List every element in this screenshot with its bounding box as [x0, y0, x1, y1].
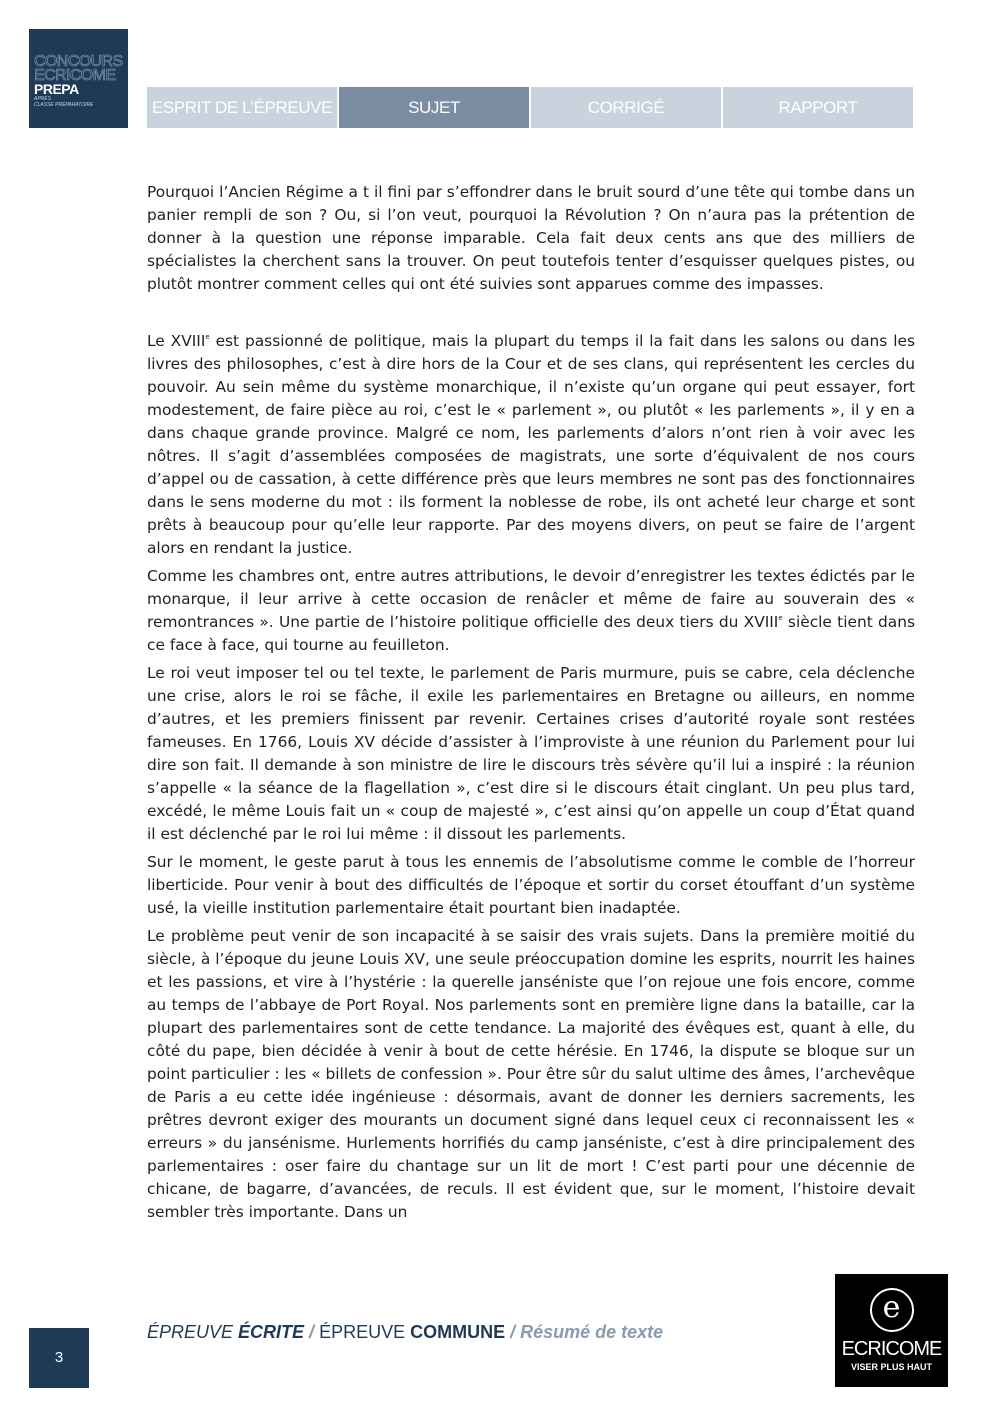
page-number: 3	[29, 1328, 89, 1388]
footer-commune: COMMUNE	[410, 1322, 506, 1342]
document-body	[147, 181, 915, 1229]
tab-sujet[interactable]: SUJET	[339, 87, 529, 128]
century-superscript: e	[205, 333, 210, 341]
logo-line-apres: APRÈS	[34, 96, 51, 102]
footer-separator: /	[304, 1322, 320, 1342]
footer-title	[147, 1322, 663, 1343]
paragraph-2-rest: est passionné de politique, mais la plupart du temps il la fait dans les salons ou dans les livres des philosophes, c’est à dire hors de la Cour et de ses clans, qui représentent les cercles du pouvoir. Au sein même du système monarchique, il n’existe qu’un organe qui peut essayer, fort modestement, de faire pièce au roi, c’est le « parlement », ou plutôt « les parlements », il y en a dans chaque grande province. Malgré ce nom, les parlements d’alors n’ont rien à voir avec les nôtres. Il s’agit d’assemblées composées de magistrats, une sorte d’équivalent de nos cours d’appel ou de cassation, à cette différence près que leurs membres ne sont pas des fonctionnaires dans le sens moderne du mot : ils forment la noblesse de robe, ils ont acheté leur charge et sont prêts à beaucoup pour qu’elle leur rapporte. Par des moyens divers, on peut se faire de l’argent alors en rendant la justice.	[147, 332, 915, 557]
paragraph-2-start: Le XVIII	[147, 332, 206, 350]
brand-name: ECRICOME	[841, 1338, 942, 1360]
brand-tagline: VISER PLUS HAUT	[850, 1362, 932, 1372]
footer-epreuve-2: ÉPREUVE	[319, 1322, 411, 1342]
paragraph-2	[147, 330, 915, 560]
footer-resume: Résumé de texte	[520, 1322, 664, 1342]
footer-ecrite: ÉCRITE	[238, 1322, 305, 1342]
paragraph-4: Le roi veut imposer tel ou tel texte, le parlement de Paris murmure, puis se cabre, cela déclenche une crise, alors le roi se fâche, il exile les parlementaires en Bretagne ou ailleurs, en nomme d’autres, et les premiers finissent par revenir. Certaines crises d’autorité royale sont restées fameuses. En 1766, Louis XV décide d’assister à l’improviste à une réunion du Parlement pour lui dire son fait. Il demande à son ministre de lire le discours très sévère qu’il lui a inspiré : la réunion s’appelle « la séance de la flagellation », c’est dire si le discours était cinglant. Un peu plus tard, excédé, le même Louis fait un « coup de majesté », c’est ainsi qu’on appelle un coup d’État quand il est déclenché par le roi lui même : il dissout les parlements.	[147, 664, 915, 843]
century-superscript: e	[778, 614, 783, 622]
paragraph-3-start: Comme les chambres ont, entre autres attributions, le devoir d’enregistrer les textes édictés par le monarque, il leur arrive à cette occasion de renâcler et même de faire au souverain des « remontrances ». Une partie de l’histoire politique officielle des deux tiers du XVIII	[147, 567, 915, 631]
paragraph-intro: Pourquoi l’Ancien Régime a t il fini par s’effondrer dans le bruit sourd d’une tête qui tombe dans un panier rempli de son ? Ou, si l’on veut, pourquoi la Révolution ? On n’aura pas la prétention de donner à la question une réponse imparable. Cela fait deux cents ans que des milliers de spécialistes la cherchent sans la trouver. On peut toutefois tenter d’esquisser quelques pistes, ou plutôt montrer comment celles qui ont été suivies sont apparues comme des impasses.	[147, 183, 915, 293]
concours-logo	[29, 29, 128, 128]
tab-esprit[interactable]: ESPRIT DE L’ÉPREUVE	[147, 87, 337, 128]
logo-line-prepa: PREPA	[34, 81, 79, 97]
paragraph-5: Sur le moment, le geste parut à tous les ennemis de l’absolutisme comme le comble de l’horreur liberticide. Pour venir à bout des difficultés de l’époque et sortir du corset étouffant d’un système usé, la vieille institution parlementaire était pourtant bien inadaptée.	[147, 853, 915, 917]
paragraph-3	[147, 565, 915, 657]
paragraph-6: Le problème peut venir de son incapacité à se saisir des vrais sujets. Dans la première moitié du siècle, à l’époque du jeune Louis XV, une seule préoccupation domine les esprits, nourrit les haines et les passions, et vire à l’hystérie : la querelle janséniste que l’on rejoue une fois encore, comme au temps de l’abbaye de Port Royal. Nos parlements sont en première ligne dans la bataille, car la plupart des parlementaires sont de cette tendance. La majorité des évêques est, quant à elle, du côté du pape, bien décidée à venir à bout de cette hérésie. En 1746, la dispute se bloque sur un point particulier : les « billets de confession ». Pour être sûr du salut ultime des âmes, l’archevêque de Paris a eu cette idée ingénieuse : désormais, avant de donner les derniers sacrements, les prêtres devront exiger des mourants un document signé dans lequel ceux ci reconnaissent les « erreurs » du jansénisme. Hurlements horrifiés du camp janséniste, c’est à dire principalement des parlementaires : oser faire du chantage sur un lit de mort ! C’est parti pour une décennie de chicane, de bagarre, d’avancées, de reculs. Il est évident que, sur le moment, l’histoire devait sembler très importante. Dans un	[147, 927, 915, 1221]
section-tabs	[147, 87, 913, 128]
ecricome-e-icon: e	[870, 1288, 914, 1332]
footer-epreuve: ÉPREUVE	[147, 1322, 239, 1342]
tab-corrige[interactable]: CORRIGÉ	[531, 87, 721, 128]
logo-line-classe: CLASSE PRÉPARATOIRE	[34, 102, 94, 108]
tab-rapport[interactable]: RAPPORT	[723, 87, 913, 128]
logo-line-ecricome: ECRICOME	[34, 67, 116, 84]
footer-separator: /	[505, 1322, 521, 1342]
paragraph-3-rest: siècle tient dans ce face à face, qui tourne au feuilleton.	[147, 613, 915, 654]
ecricome-logo	[835, 1274, 948, 1387]
logo-line-concours: CONCOURS	[34, 53, 123, 70]
